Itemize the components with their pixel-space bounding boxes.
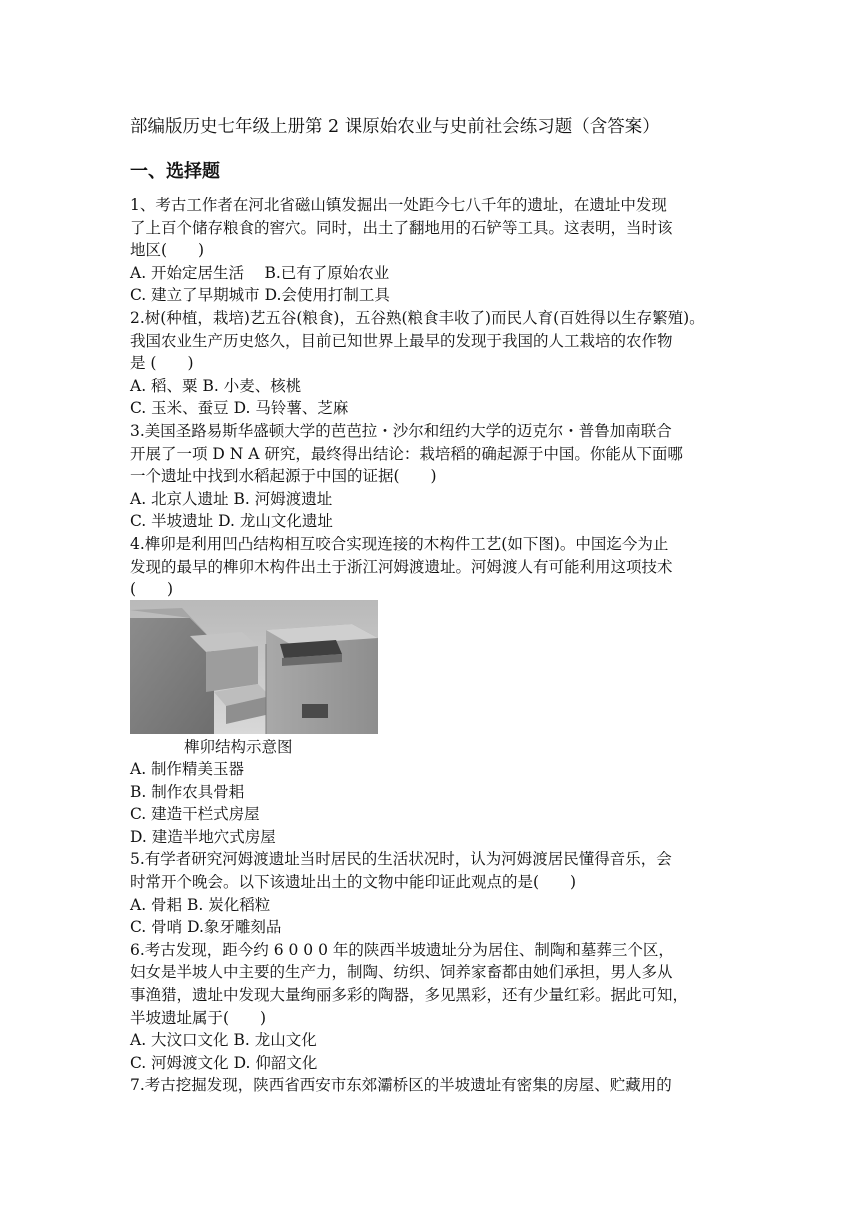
text-line: 1、考古工作者在河北省磁山镇发掘出一处距今七八千年的遗址，在遗址中发现 bbox=[130, 196, 667, 214]
option-line: A. 骨耜 B. 炭化稻粒 bbox=[130, 895, 271, 914]
option-line: D. 建造半地穴式房屋 bbox=[130, 827, 276, 846]
option-line: C. 半坡遗址 D. 龙山文化遗址 bbox=[130, 512, 333, 531]
document-title: 部编版历史七年级上册第 2 课原始农业与史前社会练习题（含答案） bbox=[130, 117, 660, 137]
text-line: 事渔猎，遗址中发现大量绚丽多彩的陶器，多见黑彩，还有少量红彩。据此可知， bbox=[130, 985, 689, 1004]
figure-caption: 榫卯结构示意图 bbox=[184, 738, 293, 756]
text-line: 3.美国圣路易斯华盛顿大学的芭芭拉・沙尔和纽约大学的迈克尔・普鲁加南联合 bbox=[130, 421, 672, 440]
option-line: A. 制作精美玉器 bbox=[130, 760, 245, 778]
text-line: 开展了一项 D N A 研究，最终得出结论：栽培稻的确起源于中国。你能从下面哪 bbox=[130, 444, 683, 463]
text-line: 2.树(种植，栽培)艺五谷(粮食)，五谷熟(粮食丰收了)而民人育(百姓得以生存繁殖)。 bbox=[130, 308, 705, 327]
text-line: 了上百个储存粮食的窖穴。同时，出土了翻地用的石铲等工具。这表明，当时该 bbox=[130, 218, 673, 237]
text-line: 发现的最早的榫卯木构件出土于浙江河姆渡遗址。河姆渡人有可能利用这项技术 bbox=[130, 557, 673, 576]
mortise-tenon-figure bbox=[130, 600, 378, 734]
text-line: 4.榫卯是利用凹凸结构相互咬合实现连接的木构件工艺(如下图)。中国迄今为止 bbox=[130, 534, 669, 553]
option-line: A. 稻、粟 B. 小麦、核桃 bbox=[130, 376, 302, 395]
questions-block-1 bbox=[130, 194, 730, 601]
text-line: 半坡遗址属于( ) bbox=[130, 1008, 267, 1027]
text-line: 7.考古挖掘发现，陕西省西安市东郊灞桥区的半坡遗址有密集的房屋、贮藏用的 bbox=[130, 1076, 672, 1095]
option-line: C. 建造干栏式房屋 bbox=[130, 805, 260, 824]
text-line: 5.有学者研究河姆渡遗址当时居民的生活状况时，认为河姆渡居民懂得音乐，会 bbox=[130, 850, 672, 869]
option-line: B. 制作农具骨耜 bbox=[130, 782, 245, 801]
option-line: A. 开始定居生活 B.已有了原始农业 bbox=[130, 263, 390, 282]
text-line: 是 ( ) bbox=[130, 354, 194, 373]
text-line: 一个遗址中找到水稻起源于中国的证据( ) bbox=[130, 467, 437, 486]
text-line: 6.考古发现，距今约 6 0 0 0 年的陕西半坡遗址分为居住、制陶和墓葬三个区， bbox=[130, 940, 674, 959]
option-line: C. 河姆渡文化 D. 仰韶文化 bbox=[130, 1053, 318, 1072]
option-line: A. 大汶口文化 B. 龙山文化 bbox=[130, 1031, 317, 1050]
text-line: 我国农业生产历史悠久，目前已知世界上最早的发现于我国的人工栽培的农作物 bbox=[130, 331, 673, 350]
option-line: C. 建立了早期城市 D.会使用打制工具 bbox=[130, 286, 390, 305]
text-line: 时常开个晚会。以下该遗址出土的文物中能印证此观点的是( ) bbox=[130, 872, 577, 891]
section-heading: 一、选择题 bbox=[130, 161, 220, 182]
option-line: A. 北京人遗址 B. 河姆渡遗址 bbox=[130, 489, 333, 508]
text-line: 地区( ) bbox=[130, 241, 205, 260]
text-line: 妇女是半坡人中主要的生产力，制陶、纺织、饲养家畜都由她们承担，男人多从 bbox=[130, 963, 673, 982]
questions-block-2 bbox=[130, 758, 730, 1097]
option-line: C. 玉米、蚕豆 D. 马铃薯、芝麻 bbox=[130, 399, 349, 418]
option-line: C. 骨哨 D.象牙雕刻品 bbox=[130, 918, 282, 937]
text-line: ( ) bbox=[130, 580, 174, 599]
